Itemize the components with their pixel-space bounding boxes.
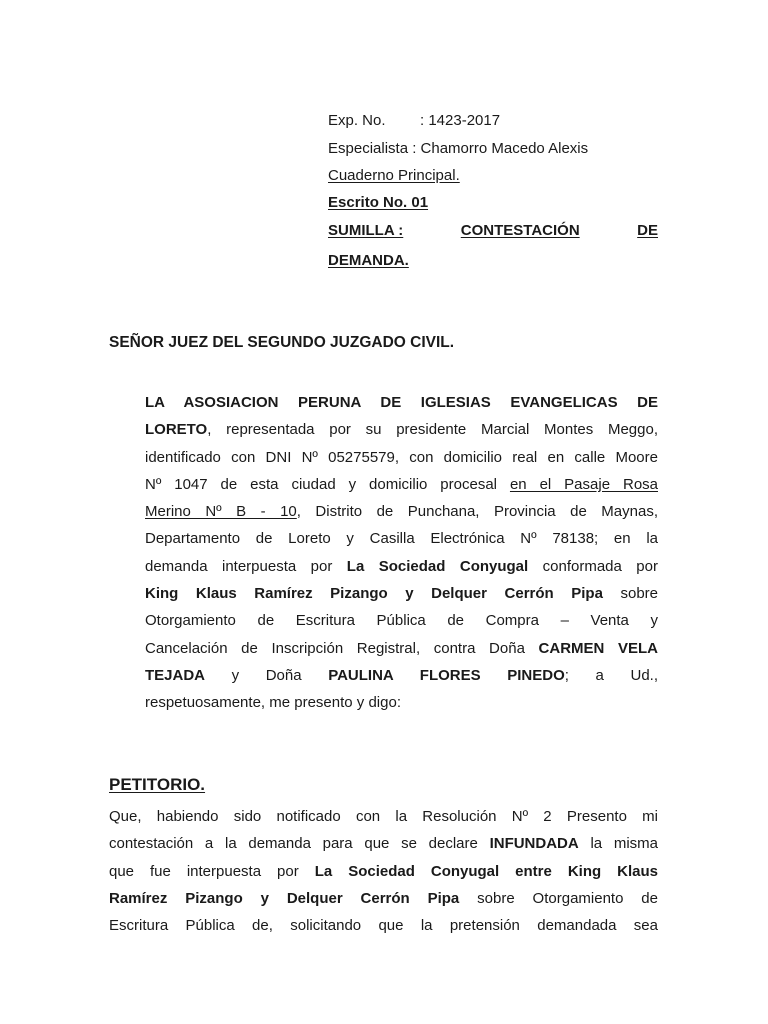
intro-line (145, 553, 658, 580)
intro-line (145, 471, 658, 498)
petitorio-line: Escritura Pública de, solicitando que la pretensión demandada sea (109, 917, 658, 935)
expediente-label: Exp. No. (328, 112, 386, 129)
addressee: SEÑOR JUEZ DEL SEGUNDO JUZGADO CIVIL. (109, 334, 455, 351)
sumilla-line (328, 222, 658, 239)
intro-line (145, 635, 658, 662)
sumilla-part-2: CONTESTACIÓN (460, 222, 580, 239)
sumilla-part-3: DE (637, 222, 658, 239)
plaintiff-name: La Sociedad Conyugal entre King Klaus (314, 862, 658, 880)
expediente-line (328, 112, 658, 130)
intro-text: y Doña (205, 666, 329, 684)
intro-line: identificado con DNI Nº 05275579, con domicilio real en calle Moore (145, 448, 658, 466)
intro-text: sobre (602, 585, 658, 603)
defendant-name: PAULINA FLORES PINEDO (328, 666, 565, 684)
petitorio-text: sobre Otorgamiento de (459, 889, 658, 907)
intro-line (145, 580, 658, 607)
intro-text: demanda interpuesta por (145, 557, 347, 575)
plaintiff-names: Ramírez Pizango y Delquer Cerrón Pipa (109, 889, 460, 907)
intro-line (145, 662, 658, 689)
expediente-value: : 1423-2017 (420, 112, 501, 129)
intro-line: respetuosamente, me presento y digo: (145, 694, 401, 712)
intro-text: , Distrito de Punchana, Provincia de Maynas, (296, 503, 658, 521)
defendant-name: TEJADA (145, 666, 206, 684)
petitorio-line (109, 885, 658, 912)
plaintiff-names: King Klaus Ramírez Pizango y Delquer Cerrón Pipa (145, 585, 603, 603)
party-name: LORETO (145, 421, 208, 439)
especialista-line: Especialista : Chamorro Macedo Alexis (328, 140, 589, 157)
intro-text: ; a Ud., (564, 666, 658, 684)
escrito-line: Escrito No. 01 (328, 194, 429, 211)
section-heading: PETITORIO. (109, 775, 206, 794)
petitorio-line: Que, habiendo sido notificado con la Resolución Nº 2 Presento mi (109, 808, 658, 825)
petitorio-line (109, 830, 658, 857)
defendant-name: CARMEN VELA (538, 639, 658, 657)
petitorio-paragraph (109, 803, 658, 939)
petitorio-text: la misma (578, 835, 658, 853)
plaintiff-name: La Sociedad Conyugal (346, 557, 529, 575)
address-underlined: en el Pasaje Rosa (509, 475, 658, 493)
intro-line: LA ASOSIACION PERUNA DE IGLESIAS EVANGELICAS DE (145, 394, 658, 411)
intro-text: Nº 1047 de esta ciudad y domicilio procesal (145, 475, 510, 493)
cuaderno-line: Cuaderno Principal. (328, 167, 460, 184)
address-underlined: Merino Nº B - 10 (145, 503, 297, 521)
intro-line (145, 416, 658, 443)
intro-line: Otorgamiento de Escritura Pública de Compra – Venta y (145, 612, 658, 630)
sumilla-line-2: DEMANDA. (328, 252, 409, 269)
intro-line: Departamento de Loreto y Casilla Electrónica Nº 78138; en la (145, 530, 658, 548)
sumilla-part-1: SUMILLA : (328, 222, 404, 239)
intro-text: conformada por (528, 557, 658, 575)
intro-text: Cancelación de Inscripción Registral, contra Doña (145, 639, 539, 657)
petitorio-text: contestación a la demanda para que se declare (109, 835, 490, 853)
intro-paragraph (145, 389, 658, 717)
intro-line (145, 498, 658, 525)
petitorio-line (109, 858, 658, 885)
intro-text: , representada por su presidente Marcial Montes Meggo, (207, 421, 658, 439)
petitorio-text: que fue interpuesta por (109, 862, 315, 880)
ruling-keyword: INFUNDADA (489, 835, 579, 853)
